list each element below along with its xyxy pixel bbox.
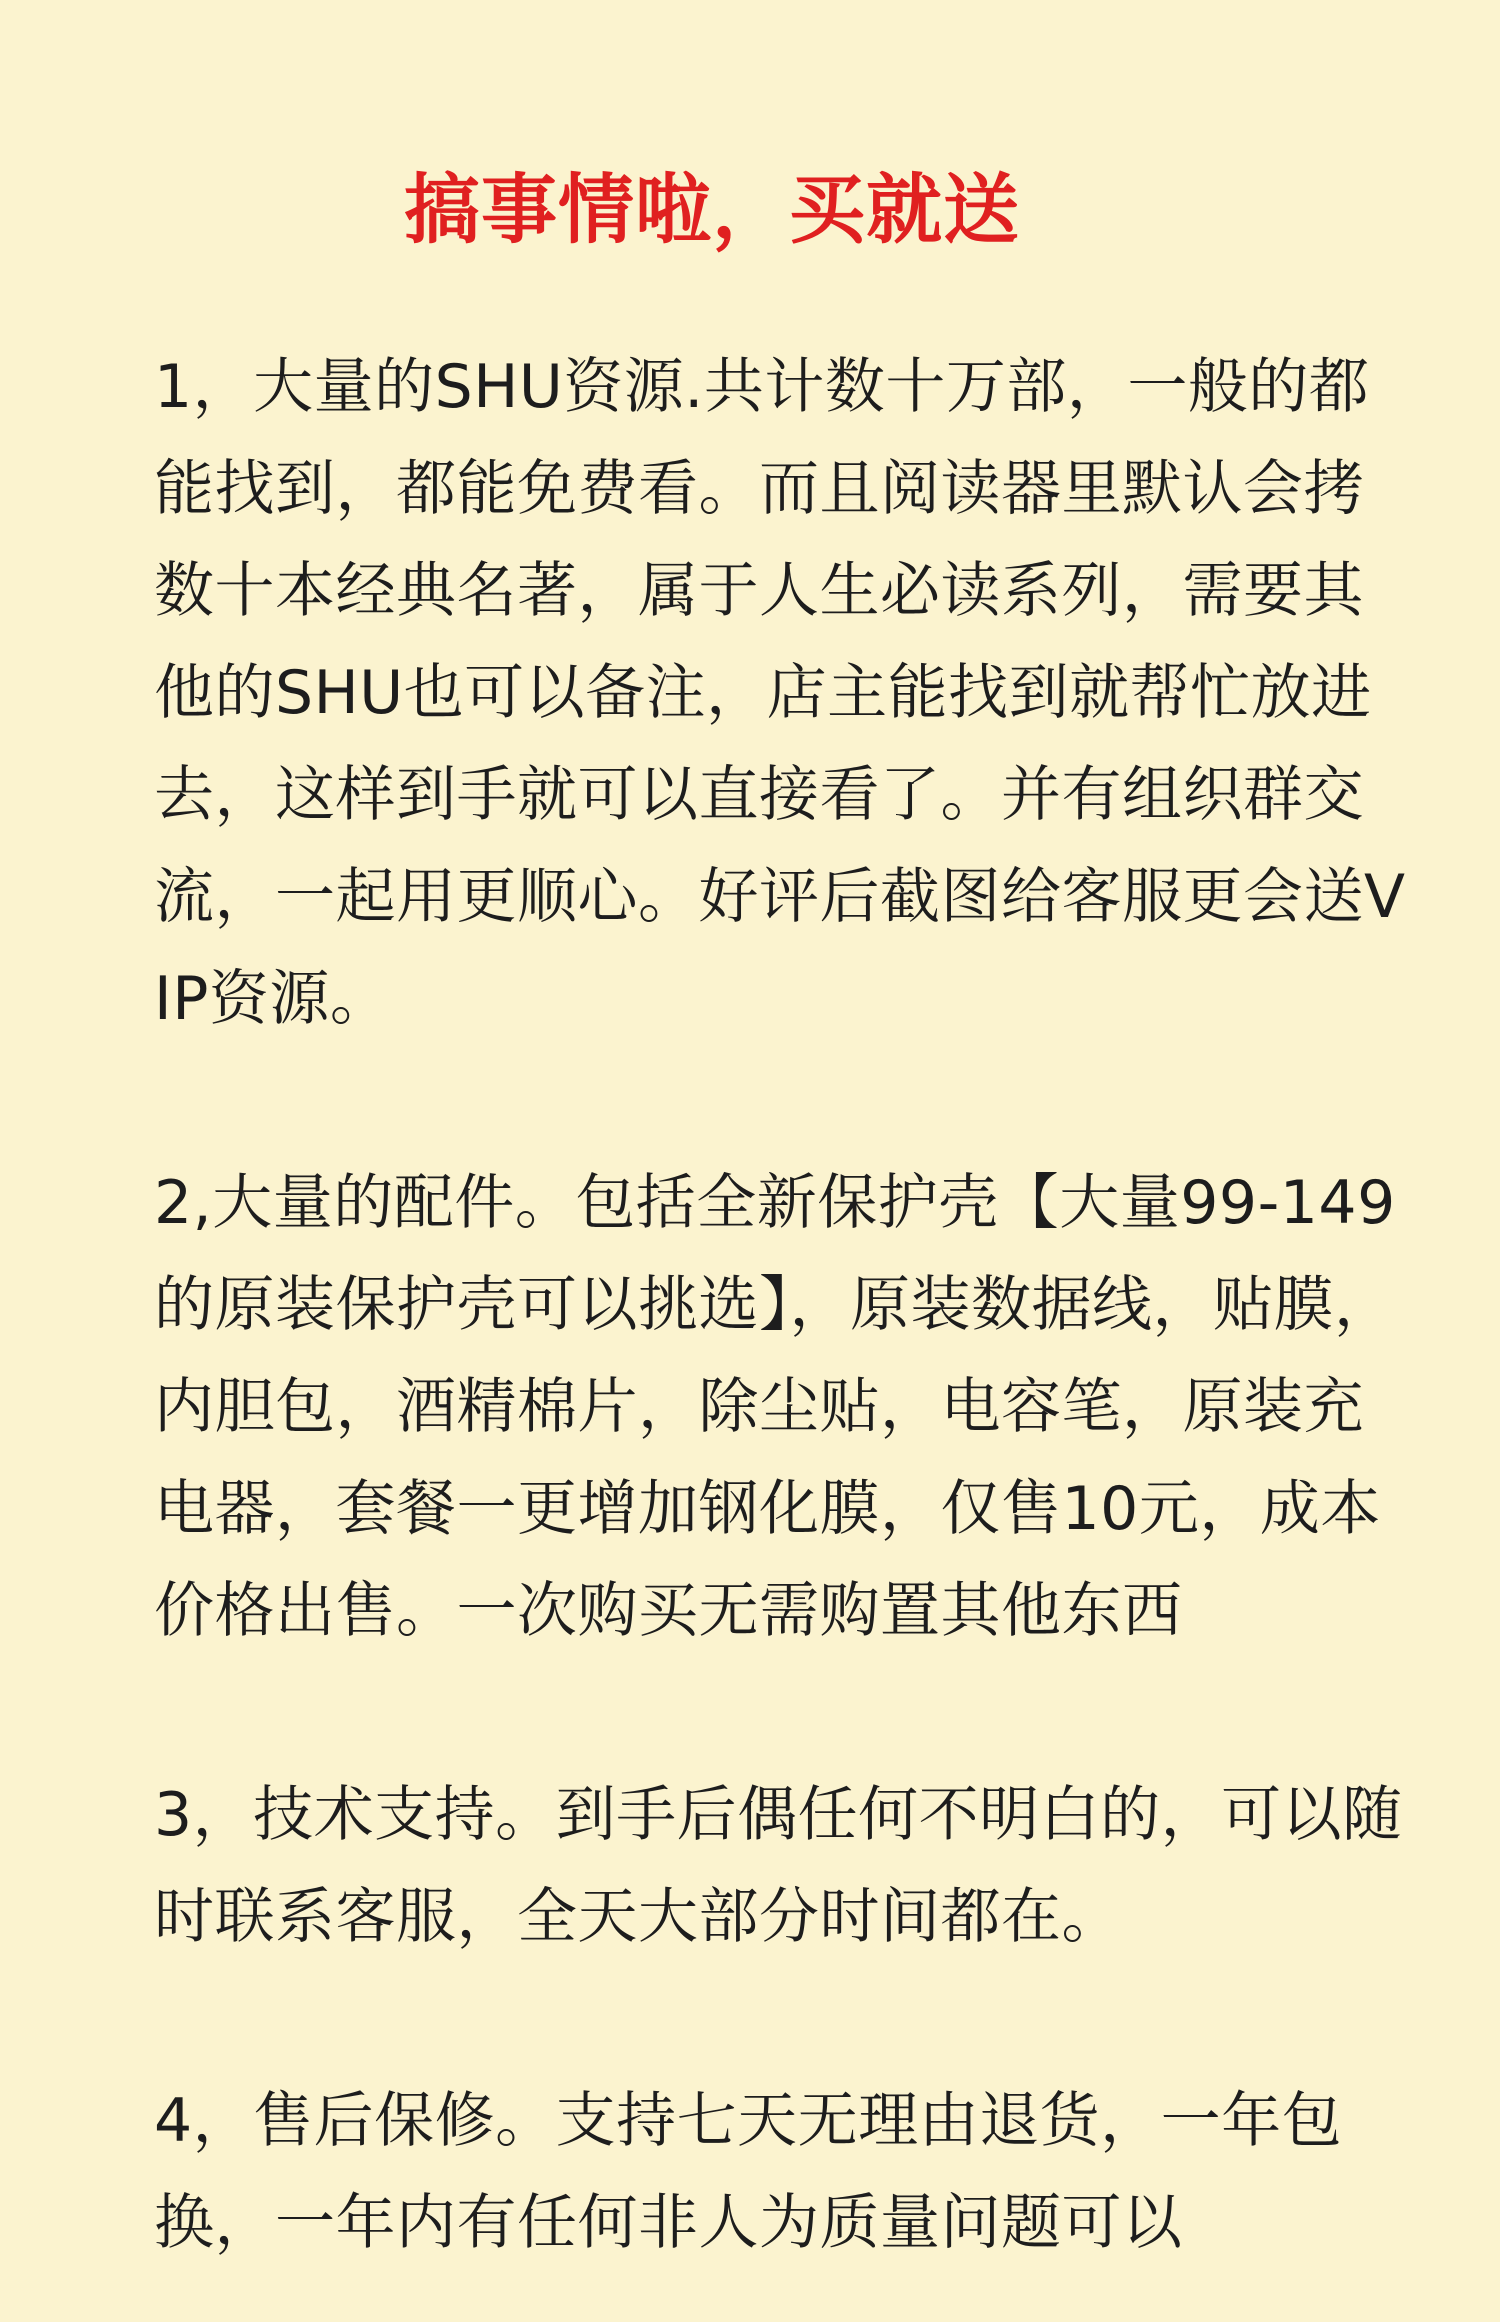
- page-title: 搞事情啦，买就送: [404, 165, 1020, 254]
- paragraph-2: 2,大量的配件。包括全新保护壳【大量99-149的原装保护壳可以挑选】，原装数据线，贴膜，内胆包，酒精棉片，除尘贴，电容笔，原装充电器，套餐一更增加钢化膜，仅售10元，成本价格出售。一次购买无需购置其他东西: [154, 1168, 1396, 1646]
- paragraph-3: 3，技术支持。到手后偶任何不明白的，可以随时联系客服，全天大部分时间都在。: [154, 1780, 1403, 1952]
- paragraph-4: 4，售后保修。支持七天无理由退货，一年包换，一年内有任何非人为质量问题可以: [154, 2086, 1343, 2258]
- content-body: [154, 336, 1410, 2274]
- paragraph-1: 1，大量的SHU资源.共计数十万部，一般的都能找到，都能免费看。而且阅读器里默认会拷数十本经典名著，属于人生必读系列，需要其他的SHU也可以备注，店主能找到就帮忙放进去，这样到手就可以直接看了。并有组织群交流，一起用更顺心。好评后截图给客服更会送VIP资源。: [154, 352, 1406, 1034]
